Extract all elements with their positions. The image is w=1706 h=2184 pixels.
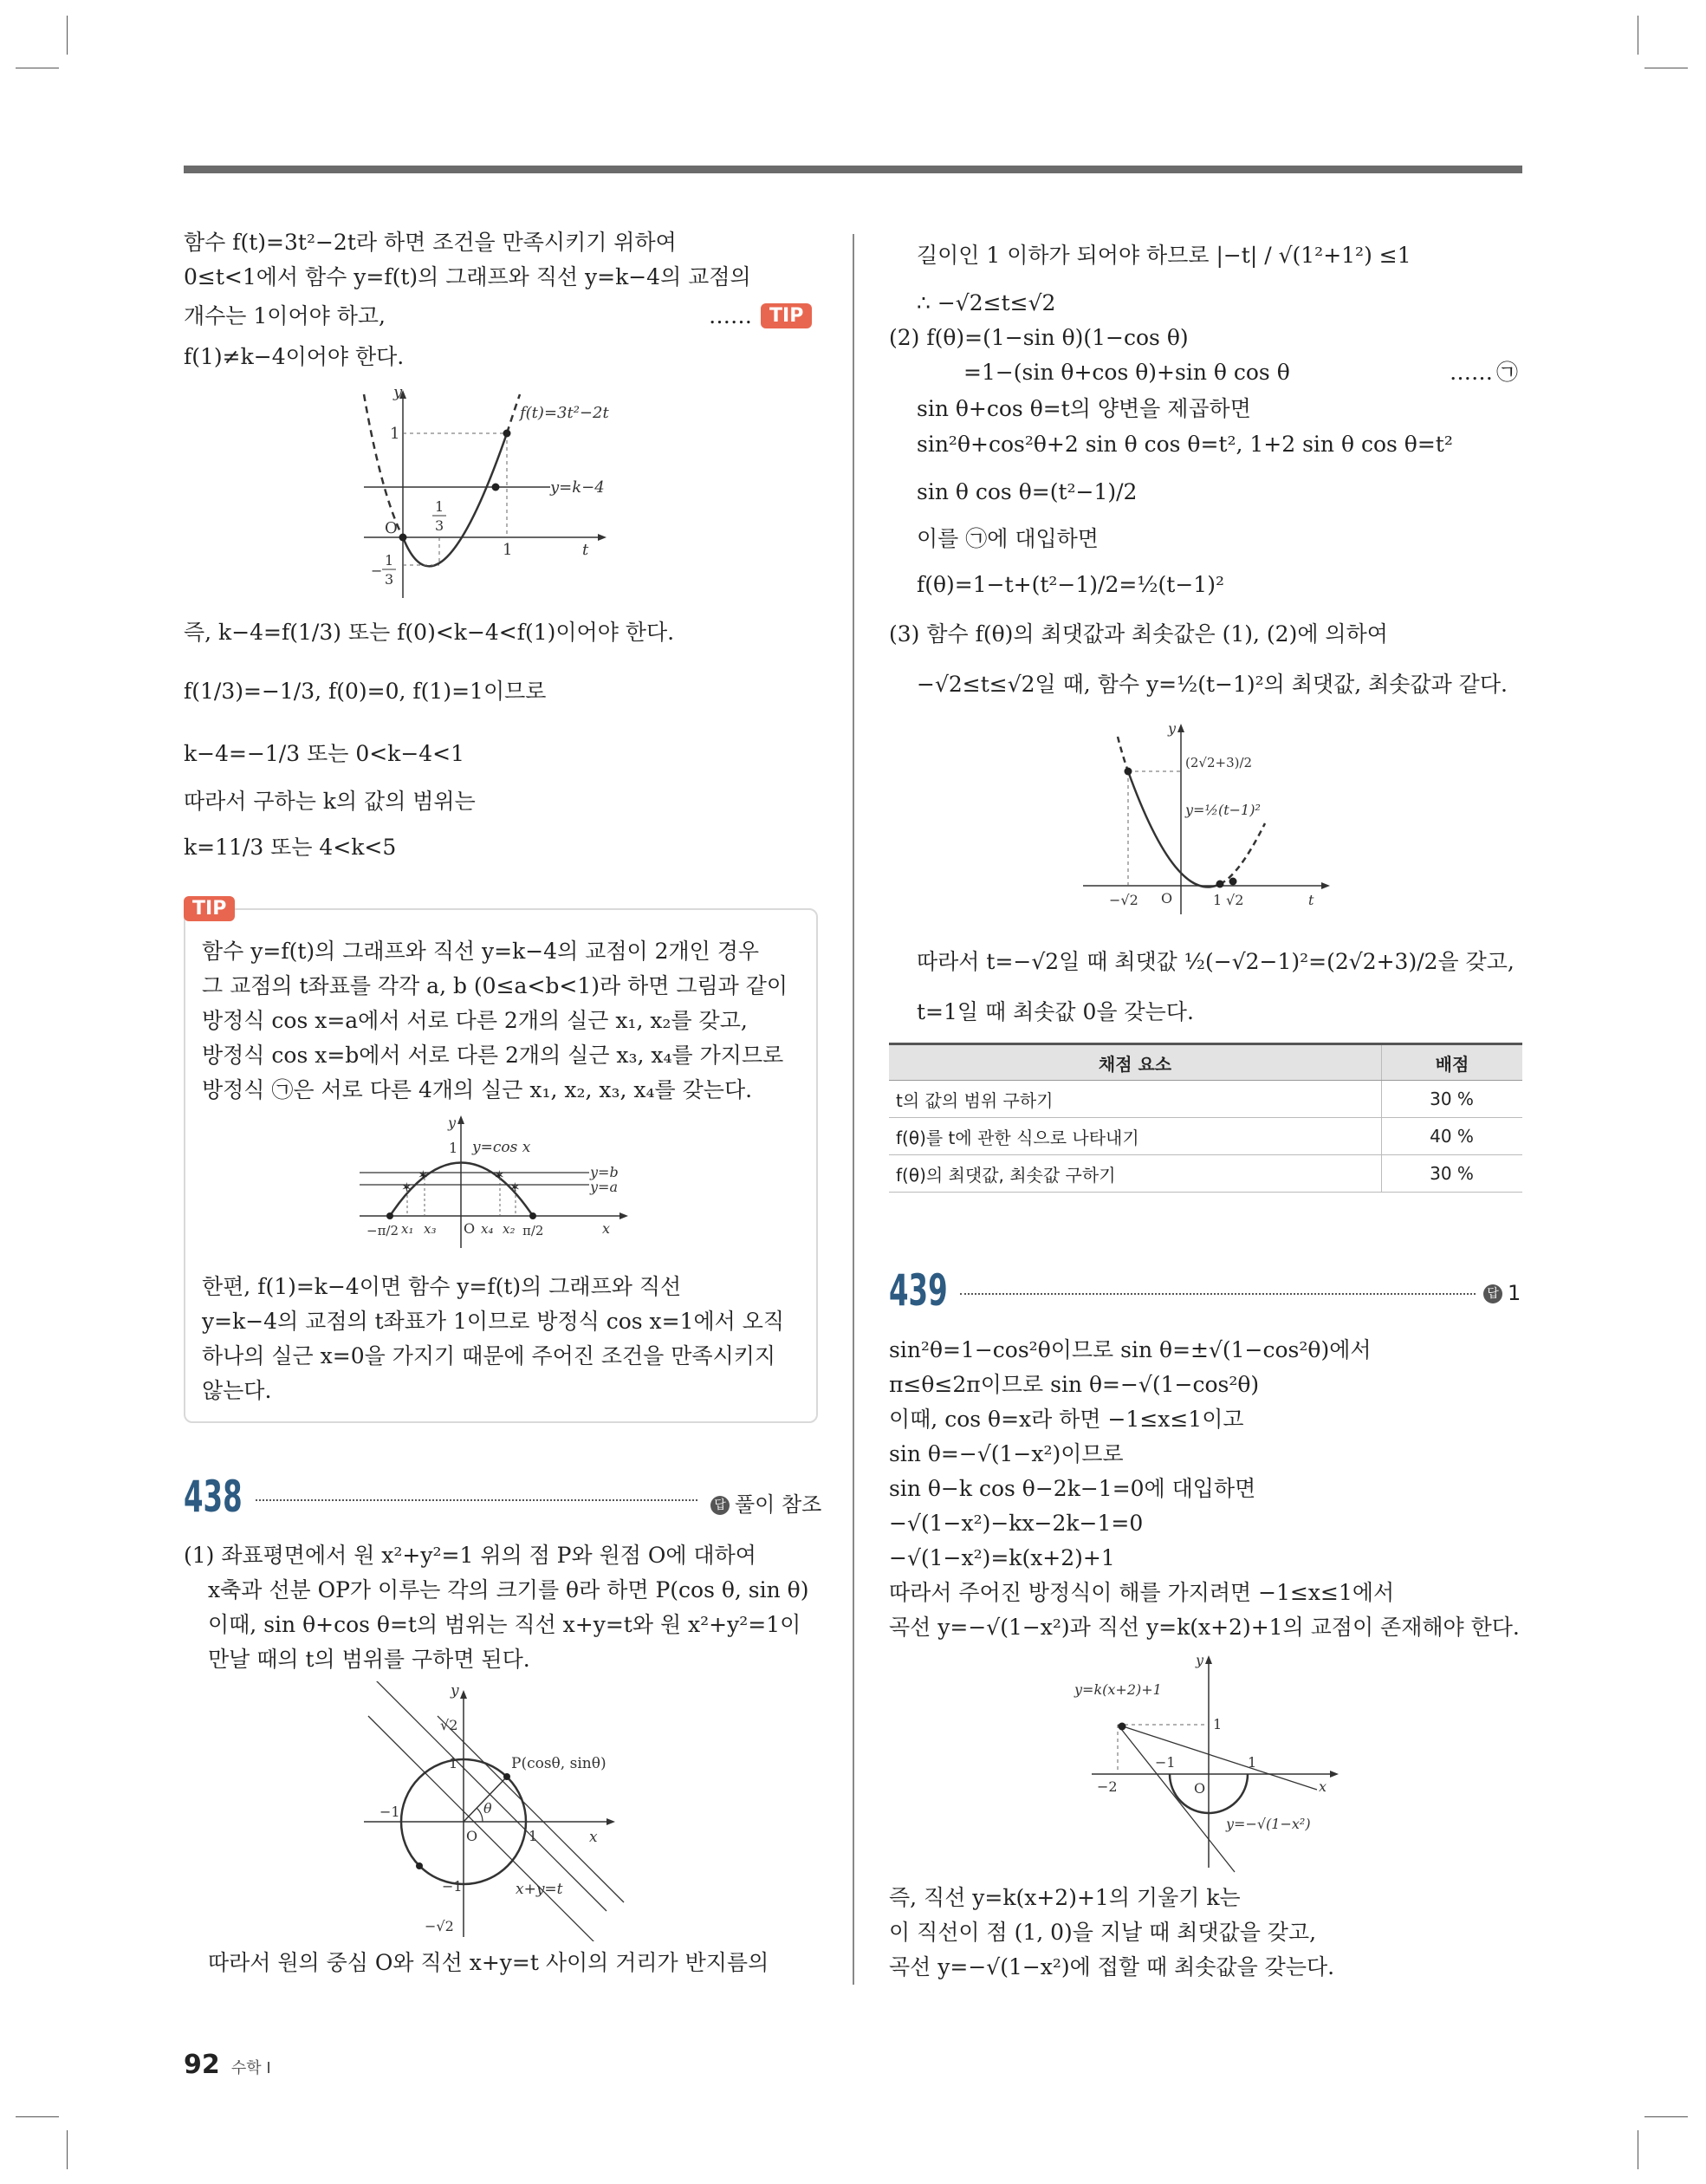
table-header-cell: 채점 요소 — [889, 1044, 1382, 1081]
line-label: y=k−4 — [550, 478, 605, 497]
origin-label: O — [466, 1828, 478, 1844]
scoring-table — [889, 1043, 1522, 1193]
curve-label: y=½(t−1)² — [1185, 802, 1261, 818]
table-header-cell: 배점 — [1382, 1044, 1523, 1081]
answer-text: 1 — [1508, 1281, 1521, 1305]
origin-label: O — [464, 1220, 476, 1237]
mark-dots: …… — [1450, 360, 1493, 385]
x2-mark: ✶ — [509, 1180, 521, 1195]
curve-label: f(t)=3t²−2t — [520, 404, 609, 422]
x-axis-label: x — [589, 1829, 598, 1846]
y-axis-label: y — [393, 383, 403, 401]
tip-marker: TIP — [761, 303, 812, 328]
curve-label: y=−√(1−x²) — [1226, 1816, 1311, 1832]
crop-mark — [1644, 2116, 1688, 2117]
q439-end-1: 즉, 직선 y=k(x+2)+1의 기울기 k는 — [889, 1885, 1241, 1910]
tip-line-5: 방정식 ㉠은 서로 다른 4개의 실근 x₁, x₂, x₃, x₄를 갖는다. — [202, 1077, 753, 1102]
x-axis-label: x — [1319, 1778, 1327, 1795]
q439-line-6: −√(1−x²)−kx−2k−1=0 — [889, 1511, 1144, 1536]
tick-neg1-x: −1 — [379, 1804, 400, 1820]
table-cell: f(θ)의 최댓값, 최솟값 구하기 — [889, 1155, 1382, 1193]
tip-box-label: TIP — [184, 896, 235, 921]
unit-circle-graph — [355, 1681, 632, 1941]
line-a-label: y=a — [590, 1179, 618, 1195]
book-title: 수학 I — [230, 2059, 271, 2077]
table-header — [889, 1044, 1522, 1081]
x3-label: x₃ — [424, 1221, 437, 1237]
answer-text: 풀이 참조 — [735, 1492, 822, 1517]
answer-438 — [710, 1487, 821, 1518]
x4-label: x₄ — [481, 1221, 494, 1237]
sqrt2: √2 — [1226, 892, 1244, 908]
tick-one-x: 1 — [529, 1828, 538, 1844]
table-cell: t의 값의 범위 구하기 — [889, 1081, 1382, 1118]
q438-line-1: (1) 좌표평면에서 원 x²+y²=1 위의 점 P와 원점 O에 대하여 — [184, 1543, 756, 1568]
tick-neg2: −2 — [1097, 1778, 1118, 1795]
tip-after-4: 않는다. — [202, 1378, 272, 1403]
y-axis-label: y — [451, 1682, 459, 1700]
table-cell: 30 % — [1382, 1081, 1523, 1118]
q439-line-8: 따라서 주어진 방정식이 해를 가지려면 −1≤x≤1에서 — [889, 1580, 1395, 1605]
y-axis-label: y — [448, 1115, 457, 1131]
q439-end-2: 이 직선이 점 (1, 0)을 지날 때 최댓값을 갖고, — [889, 1920, 1317, 1945]
after-graph-5: k=11/3 또는 4<k<5 — [184, 835, 397, 860]
mark-circle: ㉠ — [1496, 360, 1519, 385]
r-line-9: f(θ)=1−t+(t²−1)/2=½(t−1)² — [917, 572, 1224, 597]
tick-one-t: 1 — [503, 541, 513, 559]
after-graph-3: k−4=−1/3 또는 0<k−4<1 — [184, 741, 465, 766]
page-number: 92 — [184, 2050, 220, 2080]
r-line-10: (3) 함수 f(θ)의 최댓값과 최솟값은 (1), (2)에 의하여 — [889, 621, 1388, 647]
r-line-6: sin²θ+cos²θ+2 sin θ cos θ=t², 1+2 sin θ cos θ=t² — [917, 432, 1453, 457]
table-row — [889, 1081, 1522, 1118]
point-p-label: P(cosθ, sinθ) — [511, 1755, 607, 1772]
dotted-leader — [960, 1293, 1476, 1295]
tip-line-1: 함수 y=f(t)의 그래프와 직선 y=k−4의 교점이 2개인 경우 — [202, 939, 760, 964]
after-graph-4: 따라서 구하는 k의 값의 범위는 — [184, 789, 476, 814]
table-row — [889, 1155, 1522, 1193]
q439-end-3: 곡선 y=−√(1−x²)에 접할 때 최솟값을 갖는다. — [889, 1954, 1335, 1979]
r-line-7: sin θ cos θ=(t²−1)/2 — [917, 479, 1138, 504]
t-axis-label: t — [582, 541, 589, 559]
tick-one-y: 1 — [390, 425, 400, 443]
r-line-11: −√2≤t≤√2일 때, 함수 y=½(t−1)²의 최댓값, 최솟값과 같다. — [917, 672, 1508, 697]
origin-label: O — [1161, 890, 1173, 907]
crop-mark — [67, 16, 68, 55]
quadratic-graph — [1074, 719, 1334, 919]
tip-line-2: 그 교점의 t좌표를 각각 a, b (0≤a<b<1)라 하면 그림과 같이 — [202, 973, 788, 998]
r-line-4: =1−(sin θ+cos θ)+sin θ cos θ — [963, 360, 1290, 385]
table-cell: f(θ)를 t에 관한 식으로 나타내기 — [889, 1118, 1382, 1155]
tick-one: 1 — [1213, 892, 1223, 908]
after-graph-2: f(1/3)=−1/3, f(0)=0, f(1)=1이므로 — [184, 679, 547, 704]
tick-one-y: 1 — [449, 1755, 458, 1771]
tick-neg1: −1 — [1155, 1754, 1176, 1771]
q439-line-7: −√(1−x²)=k(x+2)+1 — [889, 1545, 1115, 1570]
y-axis-label: y — [1196, 1652, 1204, 1668]
r-line-2: ∴ −√2≤t≤√2 — [917, 290, 1056, 315]
page-footer — [184, 2050, 271, 2080]
parabola-graph — [355, 381, 615, 602]
sqrt2-label: √2 — [440, 1717, 458, 1733]
tip-after-1: 한편, f(1)=k−4이면 함수 y=f(t)의 그래프와 직선 — [202, 1274, 682, 1299]
answer-icon: 답 — [1483, 1284, 1502, 1303]
table-row — [889, 1118, 1522, 1155]
x3-mark: ✶ — [418, 1167, 429, 1183]
tick-one-x: 1 — [1248, 1754, 1257, 1771]
q439-line-1: sin²θ=1−cos²θ이므로 sin θ=±√(1−cos²θ)에서 — [889, 1337, 1372, 1362]
crop-mark — [16, 2116, 59, 2117]
third-den: 3 — [435, 517, 444, 534]
dotted-leader — [256, 1499, 697, 1501]
q439-line-9: 곡선 y=−√(1−x²)과 직선 y=k(x+2)+1의 교점이 존재해야 한다. — [889, 1615, 1520, 1640]
tick-one-y: 1 — [1213, 1716, 1223, 1732]
neg-half-pi: −π/2 — [366, 1223, 399, 1238]
tip-after-2: y=k−4의 교점의 t좌표가 1이므로 방정식 cos x=1에서 오직 — [202, 1309, 785, 1334]
max-value-label: (2√2+3)/2 — [1185, 755, 1253, 770]
x4-mark: ✶ — [494, 1167, 505, 1183]
r-line-12: 따라서 t=−√2일 때 최댓값 ½(−√2−1)²=(2√2+3)/2을 갖고, — [917, 949, 1515, 974]
line-label: x+y=t — [516, 1881, 563, 1898]
neg-sqrt2: −√2 — [1109, 892, 1138, 908]
neg-sqrt2-label: −√2 — [425, 1918, 454, 1934]
tip-line-4: 방정식 cos x=b에서 서로 다른 2개의 실근 x₃, x₄를 가지므로 — [202, 1043, 784, 1068]
r-line-13: t=1일 때 최솟값 0을 갖는다. — [917, 999, 1194, 1024]
third-num: 1 — [435, 498, 444, 515]
question-number-438: 438 — [184, 1472, 243, 1522]
table-cell: 30 % — [1382, 1155, 1523, 1193]
q439-line-2: π≤θ≤2π이므로 sin θ=−√(1−cos²θ) — [889, 1372, 1260, 1397]
neg-third-den: 3 — [385, 571, 394, 588]
tick-one: 1 — [449, 1140, 458, 1156]
r-line-8: 이를 ㉠에 대입하면 — [917, 526, 1099, 551]
question-number-439: 439 — [889, 1265, 948, 1316]
y-axis-label: y — [1168, 720, 1177, 737]
curve-label: y=cos x — [472, 1139, 531, 1156]
x1-mark: ✶ — [401, 1180, 412, 1195]
neg-sign: − — [371, 562, 383, 579]
semicircle-graph — [1066, 1651, 1352, 1876]
q438-line-2: x축과 선분 OP가 이루는 각의 크기를 θ라 하면 P(cos θ, sin θ) — [208, 1577, 809, 1602]
neg-third-num: 1 — [385, 552, 394, 569]
q439-line-3: 이때, cos θ=x라 하면 −1≤x≤1이고 — [889, 1407, 1244, 1432]
answer-icon: 답 — [710, 1496, 730, 1515]
tick-neg1-y: −1 — [442, 1878, 463, 1895]
x1-label: x₁ — [401, 1221, 414, 1237]
origin-label: O — [1194, 1780, 1206, 1797]
tip-dots: …… — [709, 303, 752, 328]
after-graph-1: 즉, k−4=f(1/3) 또는 f(0)<k−4<f(1)이어야 한다. — [184, 620, 675, 645]
answer-439 — [1483, 1281, 1521, 1305]
intro-line-4: f(1)≠k−4이어야 한다. — [184, 344, 405, 369]
q438-line-3: 이때, sin θ+cos θ=t의 범위는 직선 x+y=t와 원 x²+y²=1이 — [208, 1612, 801, 1637]
intro-line-2: 0≤t<1에서 함수 y=f(t)의 그래프와 직선 y=k−4의 교점의 — [184, 264, 751, 289]
tip-after-3: 하나의 실근 x=0을 가지기 때문에 주어진 조건을 만족시키지 — [202, 1343, 776, 1368]
intro-line-3: 개수는 1이어야 하고, — [184, 303, 386, 328]
header-rule — [184, 166, 1522, 173]
tip-line-3: 방정식 cos x=a에서 서로 다른 2개의 실근 x₁, x₂를 갖고, — [202, 1008, 748, 1033]
crop-mark — [67, 2130, 68, 2169]
intro-line-1: 함수 f(t)=3t²−2t라 하면 조건을 만족시키기 위하여 — [184, 230, 677, 255]
origin-label: O — [385, 519, 398, 537]
half-pi: π/2 — [522, 1223, 544, 1238]
r-line-3: (2) f(θ)=(1−sin θ)(1−cos θ) — [889, 325, 1189, 350]
line-label: y=k(x+2)+1 — [1074, 1681, 1162, 1698]
column-divider — [853, 234, 854, 1985]
cosine-graph — [351, 1114, 637, 1252]
r-line-5: sin θ+cos θ=t의 양변을 제곱하면 — [917, 396, 1251, 421]
q438-end: 따라서 원의 중심 O와 직선 x+y=t 사이의 거리가 반지름의 — [208, 1950, 769, 1975]
q439-line-5: sin θ−k cos θ−2k−1=0에 대입하면 — [889, 1476, 1256, 1501]
q438-line-4: 만날 때의 t의 범위를 구하면 된다. — [208, 1647, 530, 1672]
line-b-label: y=b — [590, 1164, 619, 1180]
x2-label: x₂ — [503, 1221, 516, 1237]
r-line-1: 길이인 1 이하가 되어야 하므로 |−t| / √(1²+1²) ≤1 — [917, 243, 1411, 268]
q439-line-4: sin θ=−√(1−x²)이므로 — [889, 1441, 1124, 1466]
x-axis-label: x — [602, 1220, 611, 1237]
table-cell: 40 % — [1382, 1118, 1523, 1155]
theta-label: θ — [483, 1800, 492, 1817]
t-axis-label: t — [1308, 892, 1314, 908]
